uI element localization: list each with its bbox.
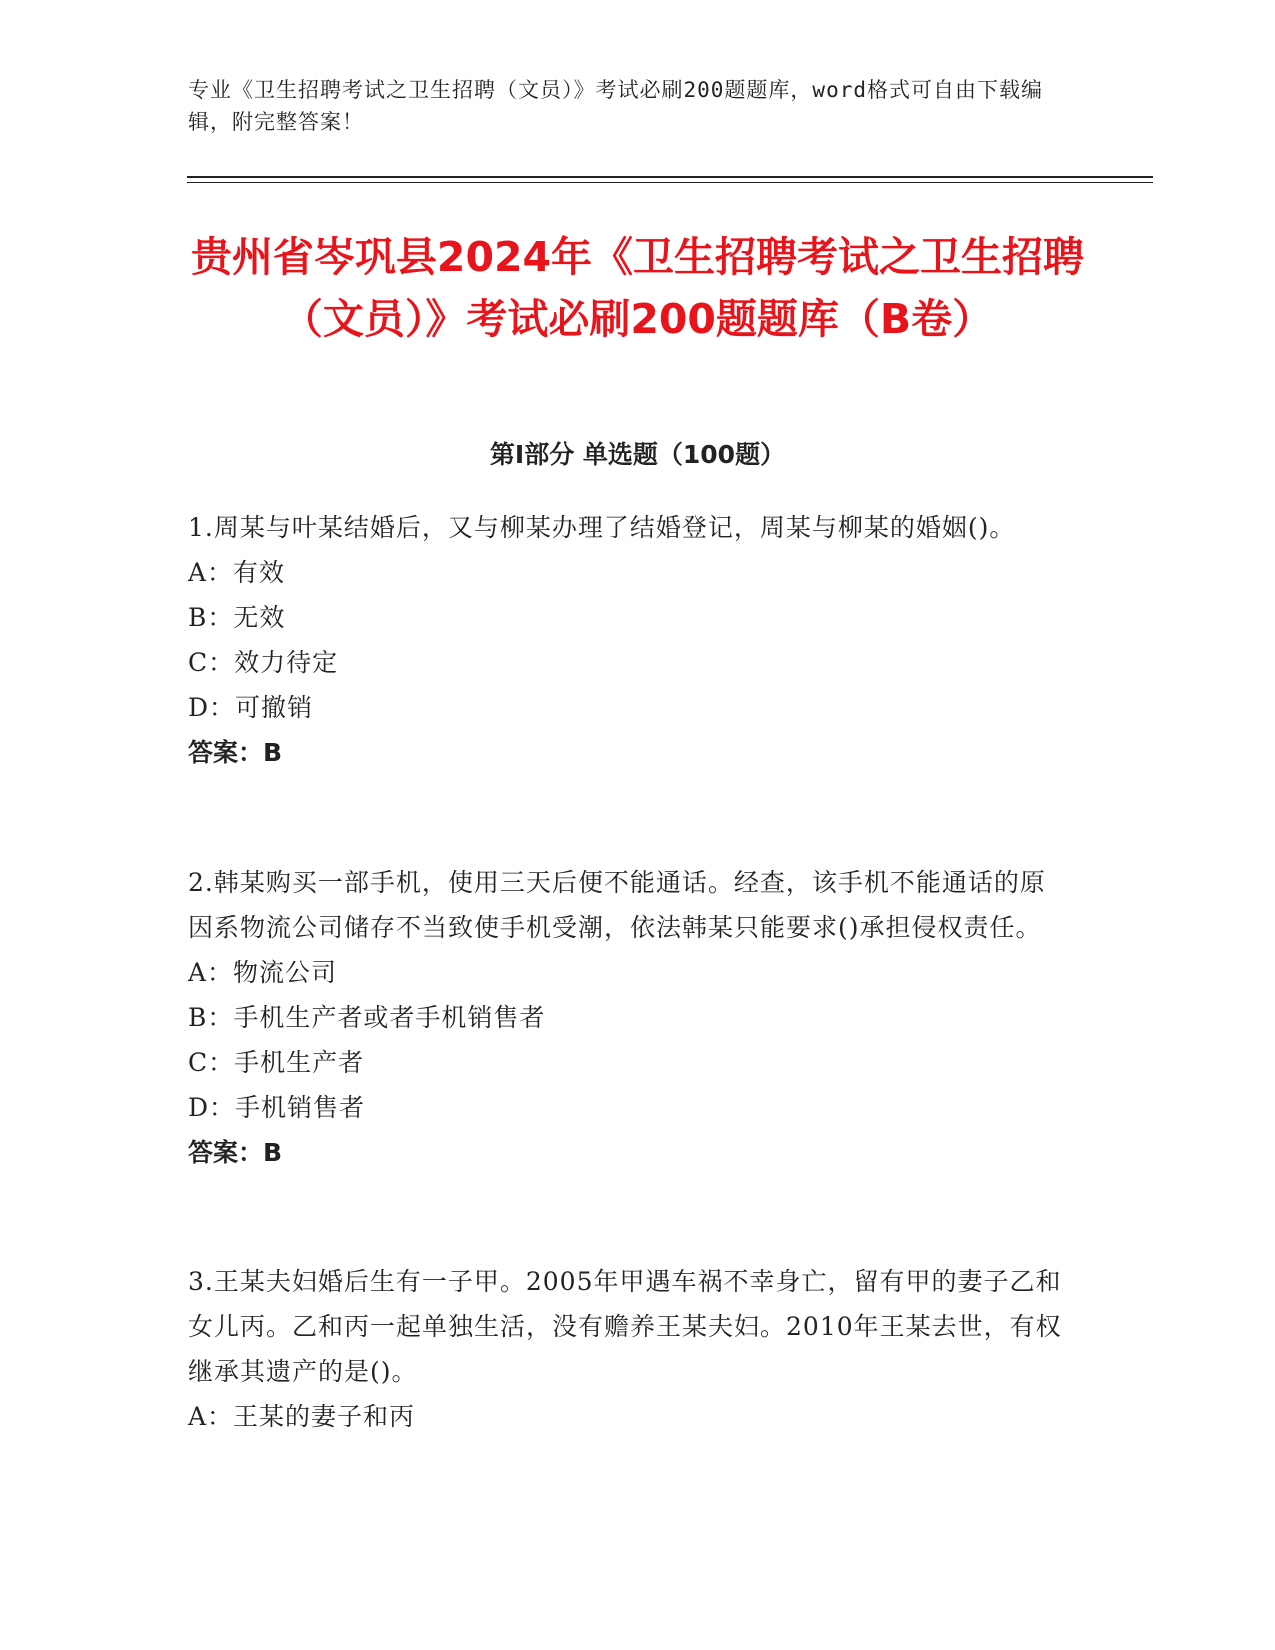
answer-line: 答案：B [188,1138,283,1167]
question-3 [188,1259,1068,1439]
option-a: A：王某的妻子和丙 [188,1402,416,1431]
section-title: 第Ⅰ部分 单选题（100题） [489,440,786,469]
header-rule-thick [187,176,1153,178]
option-a: A：物流公司 [188,958,338,987]
header-note: 专业《卫生招聘考试之卫生招聘（文员）》考试必刷200题题库，word格式可自由下载编辑，附完整答案！ [188,78,1043,134]
question-stem: 1.周某与叶某结婚后，又与柳某办理了结婚登记，周某与柳某的婚姻()。 [188,513,1016,542]
question-2 [188,860,1068,1175]
option-a: A：有效 [188,558,286,587]
question-stem: 3.王某夫妇婚后生有一子甲。2005年甲遇车祸不幸身亡，留有甲的妻子乙和女儿丙。乙和丙一起单独生活，没有赡养王某夫妇。2010年王某去世，有权继承其遗产的是()。 [188,1267,1062,1386]
question-stem: 2.韩某购买一部手机，使用三天后便不能通话。经查，该手机不能通话的原因系物流公司储存不当致使手机受潮，依法韩某只能要求()承担侵权责任。 [188,868,1046,942]
option-b: B：手机生产者或者手机销售者 [188,1003,546,1032]
option-c: C：效力待定 [188,648,339,677]
question-1 [188,505,1068,775]
option-d: D：手机销售者 [188,1093,366,1122]
option-b: B：无效 [188,603,286,632]
header-rule-thin [187,182,1153,183]
answer-line: 答案：B [188,738,283,767]
option-c: C：手机生产者 [188,1048,365,1077]
document-title: 贵州省岑巩县2024年《卫生招聘考试之卫生招聘（文员）》考试必刷200题题库（B卷） [190,233,1085,343]
option-d: D：可撤销 [188,693,314,722]
